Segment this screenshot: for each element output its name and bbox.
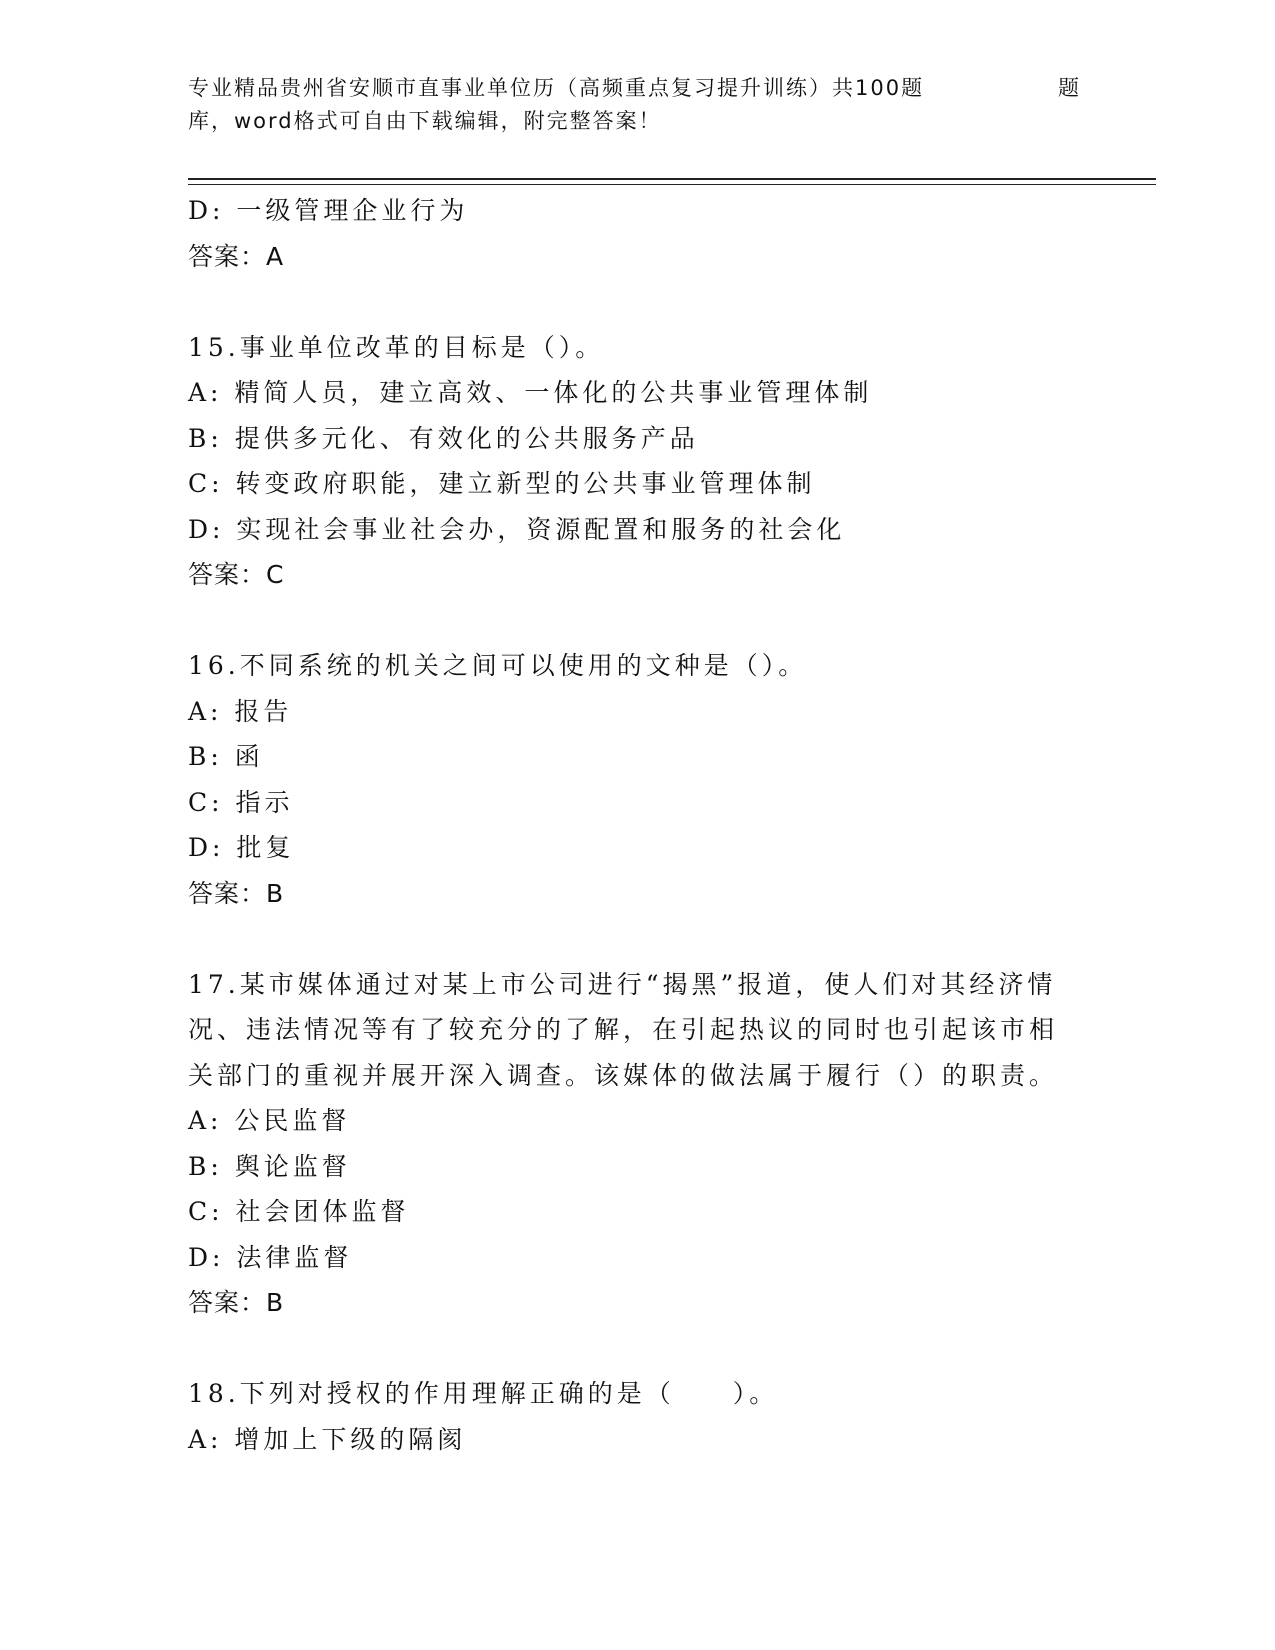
option-text: B: 提供多元化、有效化的公共服务产品 — [188, 423, 699, 453]
blank-line — [188, 916, 1088, 962]
answer-line: 答案：B — [188, 1288, 285, 1317]
blank-line — [188, 598, 1088, 644]
question-text: 17.某市媒体通过对某上市公司进行“揭黑”报道，使人们对其经济情 — [188, 969, 1057, 999]
option-text: D: 批复 — [188, 833, 295, 862]
answer-line: 答案：A — [188, 241, 285, 271]
document-header — [188, 72, 1098, 138]
option-text: B: 函 — [188, 742, 264, 771]
blank-line — [188, 279, 1088, 325]
option-text: A: 精简人员，建立高效、一体化的公共事业管理体制 — [188, 378, 873, 407]
question-text: 15.事业单位改革的目标是（）。 — [188, 332, 605, 362]
header-divider-thick — [188, 178, 1156, 180]
option-text: A: 报告 — [188, 696, 293, 726]
option-text: D: 法律监督 — [188, 1242, 353, 1272]
blank-line — [188, 1326, 1088, 1372]
header-divider-thin — [188, 184, 1156, 185]
option-text: D: 实现社会事业社会办，资源配置和服务的社会化 — [188, 514, 846, 544]
option-text: C: 指示 — [188, 787, 294, 817]
question-text: 况、违法情况等有了较充分的了解，在引起热议的同时也引起该市相 — [188, 1015, 1059, 1044]
option-text: C: 社会团体监督 — [188, 1197, 410, 1226]
option-text: C: 转变政府职能，建立新型的公共事业管理体制 — [188, 469, 816, 498]
question-text: 关部门的重视并展开深入调查。该媒体的做法属于履行（）的职责。 — [188, 1060, 1059, 1090]
header-title-text: 专业精品贵州省安顺市直事业单位历（高频重点复习提升训练）共100题 — [188, 76, 925, 100]
answer-line: 答案：C — [188, 560, 285, 589]
option-text: A: 增加上下级的隔阂 — [188, 1424, 467, 1454]
header-line-1 — [188, 72, 1098, 105]
option-text: D: 一级管理企业行为 — [188, 196, 469, 225]
question-text: 16.不同系统的机关之间可以使用的文种是（）。 — [188, 651, 808, 680]
question-text: 18.下列对授权的作用理解正确的是（ ）。 — [188, 1379, 779, 1408]
question-list — [188, 188, 1088, 1462]
header-title-trailing: 题 — [1058, 76, 1081, 100]
option-text: A: 公民监督 — [188, 1106, 351, 1135]
answer-line: 答案：B — [188, 878, 285, 908]
option-text: B: 舆论监督 — [188, 1151, 351, 1181]
header-line-2: 库，word格式可自由下载编辑，附完整答案！ — [188, 109, 662, 133]
